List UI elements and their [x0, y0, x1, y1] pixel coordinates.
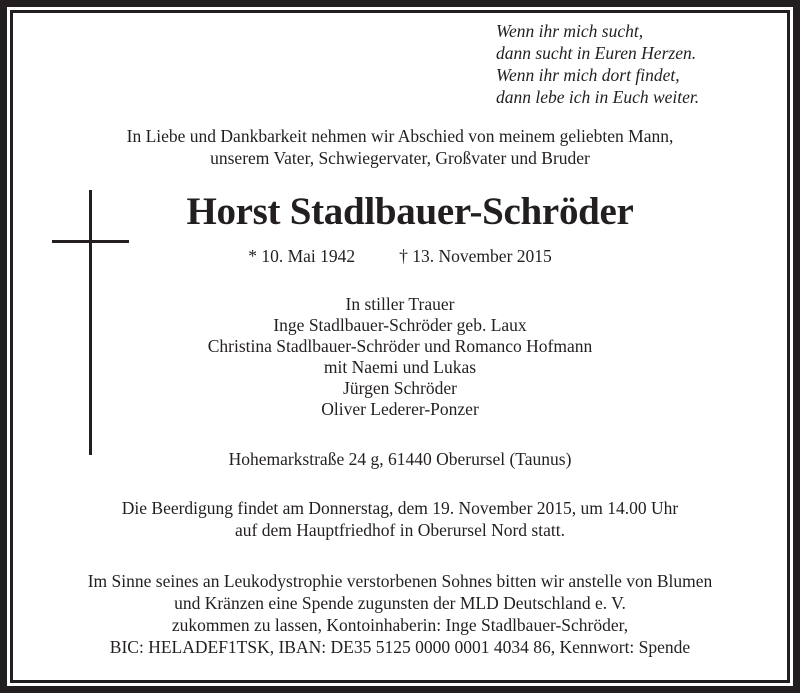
- funeral-line: Die Beerdigung findet am Donnerstag, dem 19. November 2015, um 14.00 Uhr: [121, 498, 679, 518]
- mourner-line: Oliver Lederer-Ponzer: [321, 399, 479, 419]
- mourner-line: mit Naemi und Lukas: [323, 357, 477, 377]
- donation-request: [0, 570, 800, 658]
- birth-date: * 10. Mai 1942: [248, 246, 356, 266]
- mourners-list: [0, 294, 800, 420]
- poem-line: dann sucht in Euren Herzen.: [496, 43, 697, 63]
- bank-details: BIC: HELADEF1TSK, IBAN: DE35 5125 0000 0001 4034 86, Kennwort: Spende: [109, 637, 691, 657]
- mourner-line: Inge Stadlbauer-Schröder geb. Laux: [273, 315, 527, 335]
- death-date: † 13. November 2015: [399, 246, 552, 266]
- family-address: Hohemarkstraße 24 g, 61440 Oberursel (Taunus): [228, 449, 572, 469]
- intro-text: [0, 125, 800, 169]
- mourners-heading: In stiller Trauer: [345, 294, 455, 314]
- donation-line: Im Sinne seines an Leukodystrophie verstorbenen Sohnes bitten wir anstelle von Blumen: [87, 571, 713, 591]
- donation-line: zukommen zu lassen, Kontoinhaberin: Inge Stadlbauer-Schröder,: [171, 615, 629, 635]
- deceased-name: Horst Stadlbauer-Schröder: [186, 190, 634, 233]
- mourner-line: Christina Stadlbauer-Schröder und Romanco Hofmann: [207, 336, 593, 356]
- donation-line: und Kränzen eine Spende zugunsten der MLD Deutschland e. V.: [174, 593, 626, 613]
- poem-line: Wenn ihr mich sucht,: [496, 21, 644, 41]
- poem-line: Wenn ihr mich dort findet,: [496, 65, 680, 85]
- intro-line: In Liebe und Dankbarkeit nehmen wir Abschied von meinem geliebten Mann,: [126, 126, 674, 146]
- funeral-line: auf dem Hauptfriedhof in Oberursel Nord statt.: [235, 520, 565, 540]
- poem-line: dann lebe ich in Euch weiter.: [496, 87, 700, 107]
- poem-verse: [496, 20, 699, 108]
- life-dates: [0, 245, 800, 267]
- funeral-info: [0, 497, 800, 541]
- intro-line: unserem Vater, Schwiegervater, Großvater und Bruder: [210, 148, 590, 168]
- cross-icon-horizontal: [52, 240, 129, 243]
- mourner-line: Jürgen Schröder: [343, 378, 457, 398]
